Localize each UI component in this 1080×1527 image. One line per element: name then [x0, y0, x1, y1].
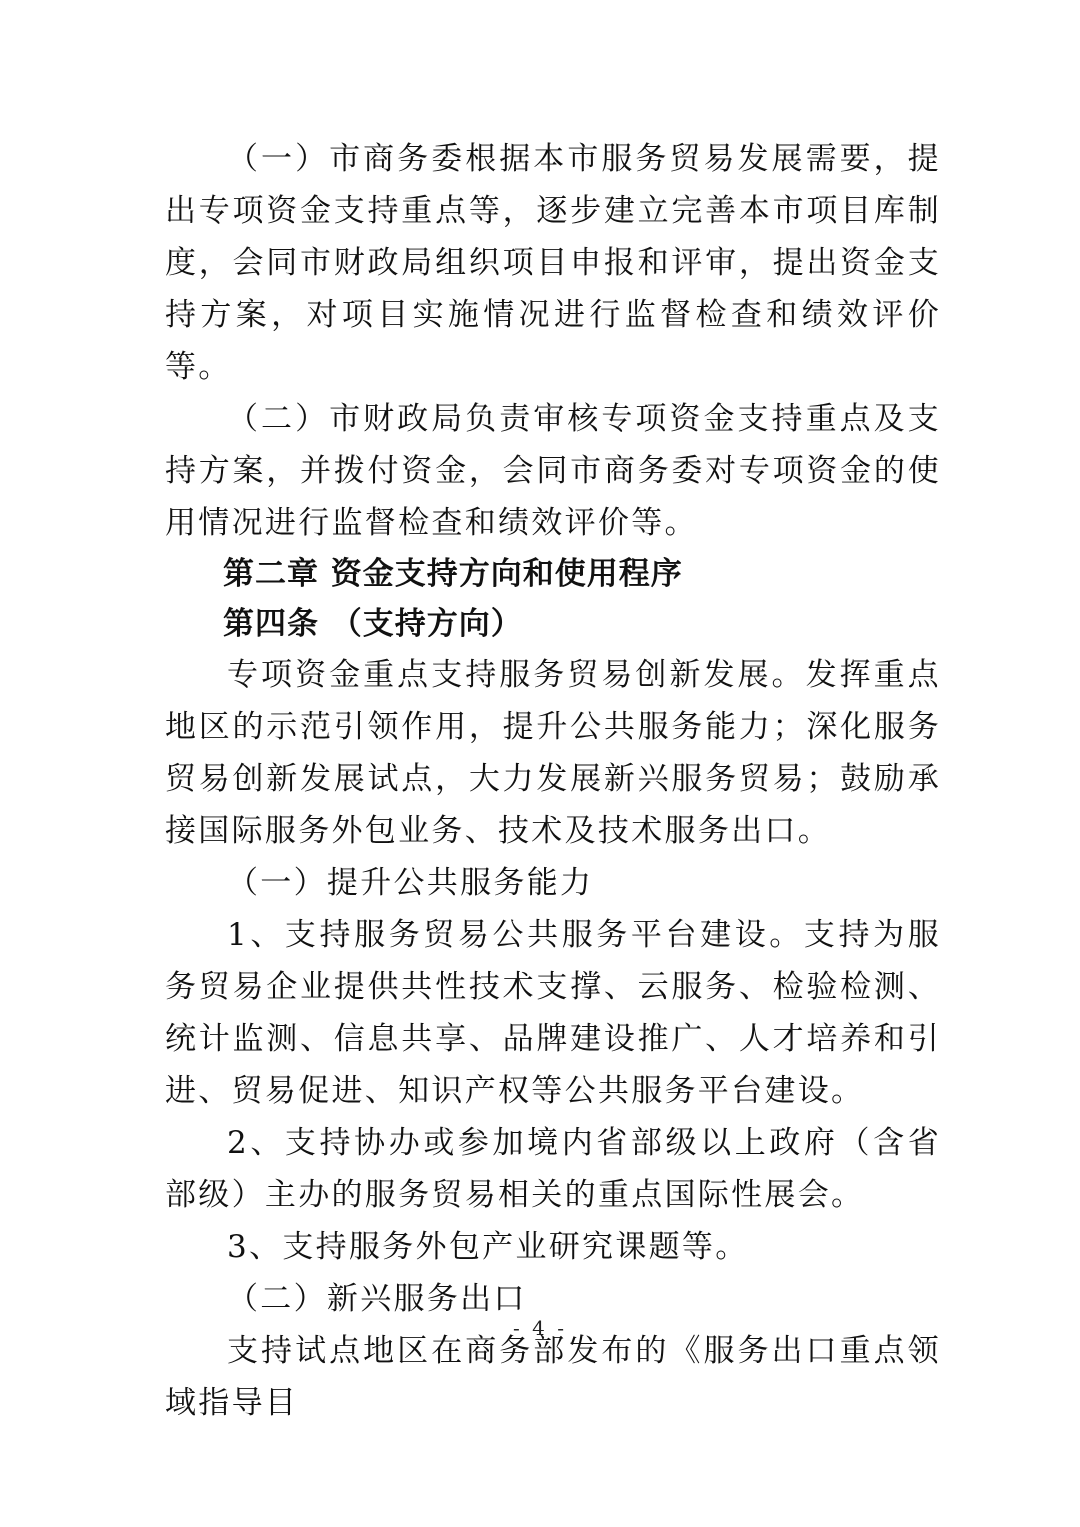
chapter-two-heading: 第二章 资金支持方向和使用程序: [223, 556, 683, 592]
paragraph-support-direction: 专项资金重点支持服务贸易创新发展。发挥重点地区的示范引领作用，提升公共服务能力；深化服务贸易创新发展试点，大力发展新兴服务贸易；鼓励承接国际服务外包业务、技术及技术服务出口。: [165, 657, 941, 849]
paragraph-finance-bureau-duties: （二）市财政局负责审核专项资金支持重点及支持方案，并拨付资金，会同市商务委对专项资金的使用情况进行监督检查和绩效评价等。: [165, 401, 941, 541]
page-number: - 4 -: [513, 1316, 567, 1340]
subheading-public-service-capacity: （一）提升公共服务能力: [227, 865, 594, 901]
item-3-research-topics: 3、支持服务外包产业研究课题等。: [227, 1229, 749, 1265]
paragraph-pilot-regions: 支持试点地区在商务部发布的《服务出口重点领域指导目: [165, 1333, 941, 1421]
subheading-emerging-service-exports: （二）新兴服务出口: [227, 1281, 527, 1317]
paragraph-commerce-commission-duties: （一）市商务委根据本市服务贸易发展需要，提出专项资金支持重点等，逐步建立完善本市项目库制度，会同市财政局组织项目申报和评审，提出资金支持方案，对项目实施情况进行监督检查和绩效评价等。: [165, 141, 941, 385]
item-1-public-service-platform: 1、支持服务贸易公共服务平台建设。支持为服务贸易企业提供共性技术支撑、云服务、检验检测、统计监测、信息共享、品牌建设推广、人才培养和引进、贸易促进、知识产权等公共服务平台建设。: [165, 917, 941, 1109]
item-2-international-exhibitions: 2、支持协办或参加境内省部级以上政府（含省部级）主办的服务贸易相关的重点国际性展会。: [165, 1125, 941, 1213]
article-four-heading: 第四条 （支持方向）: [223, 606, 523, 642]
document-body: [165, 133, 941, 1429]
